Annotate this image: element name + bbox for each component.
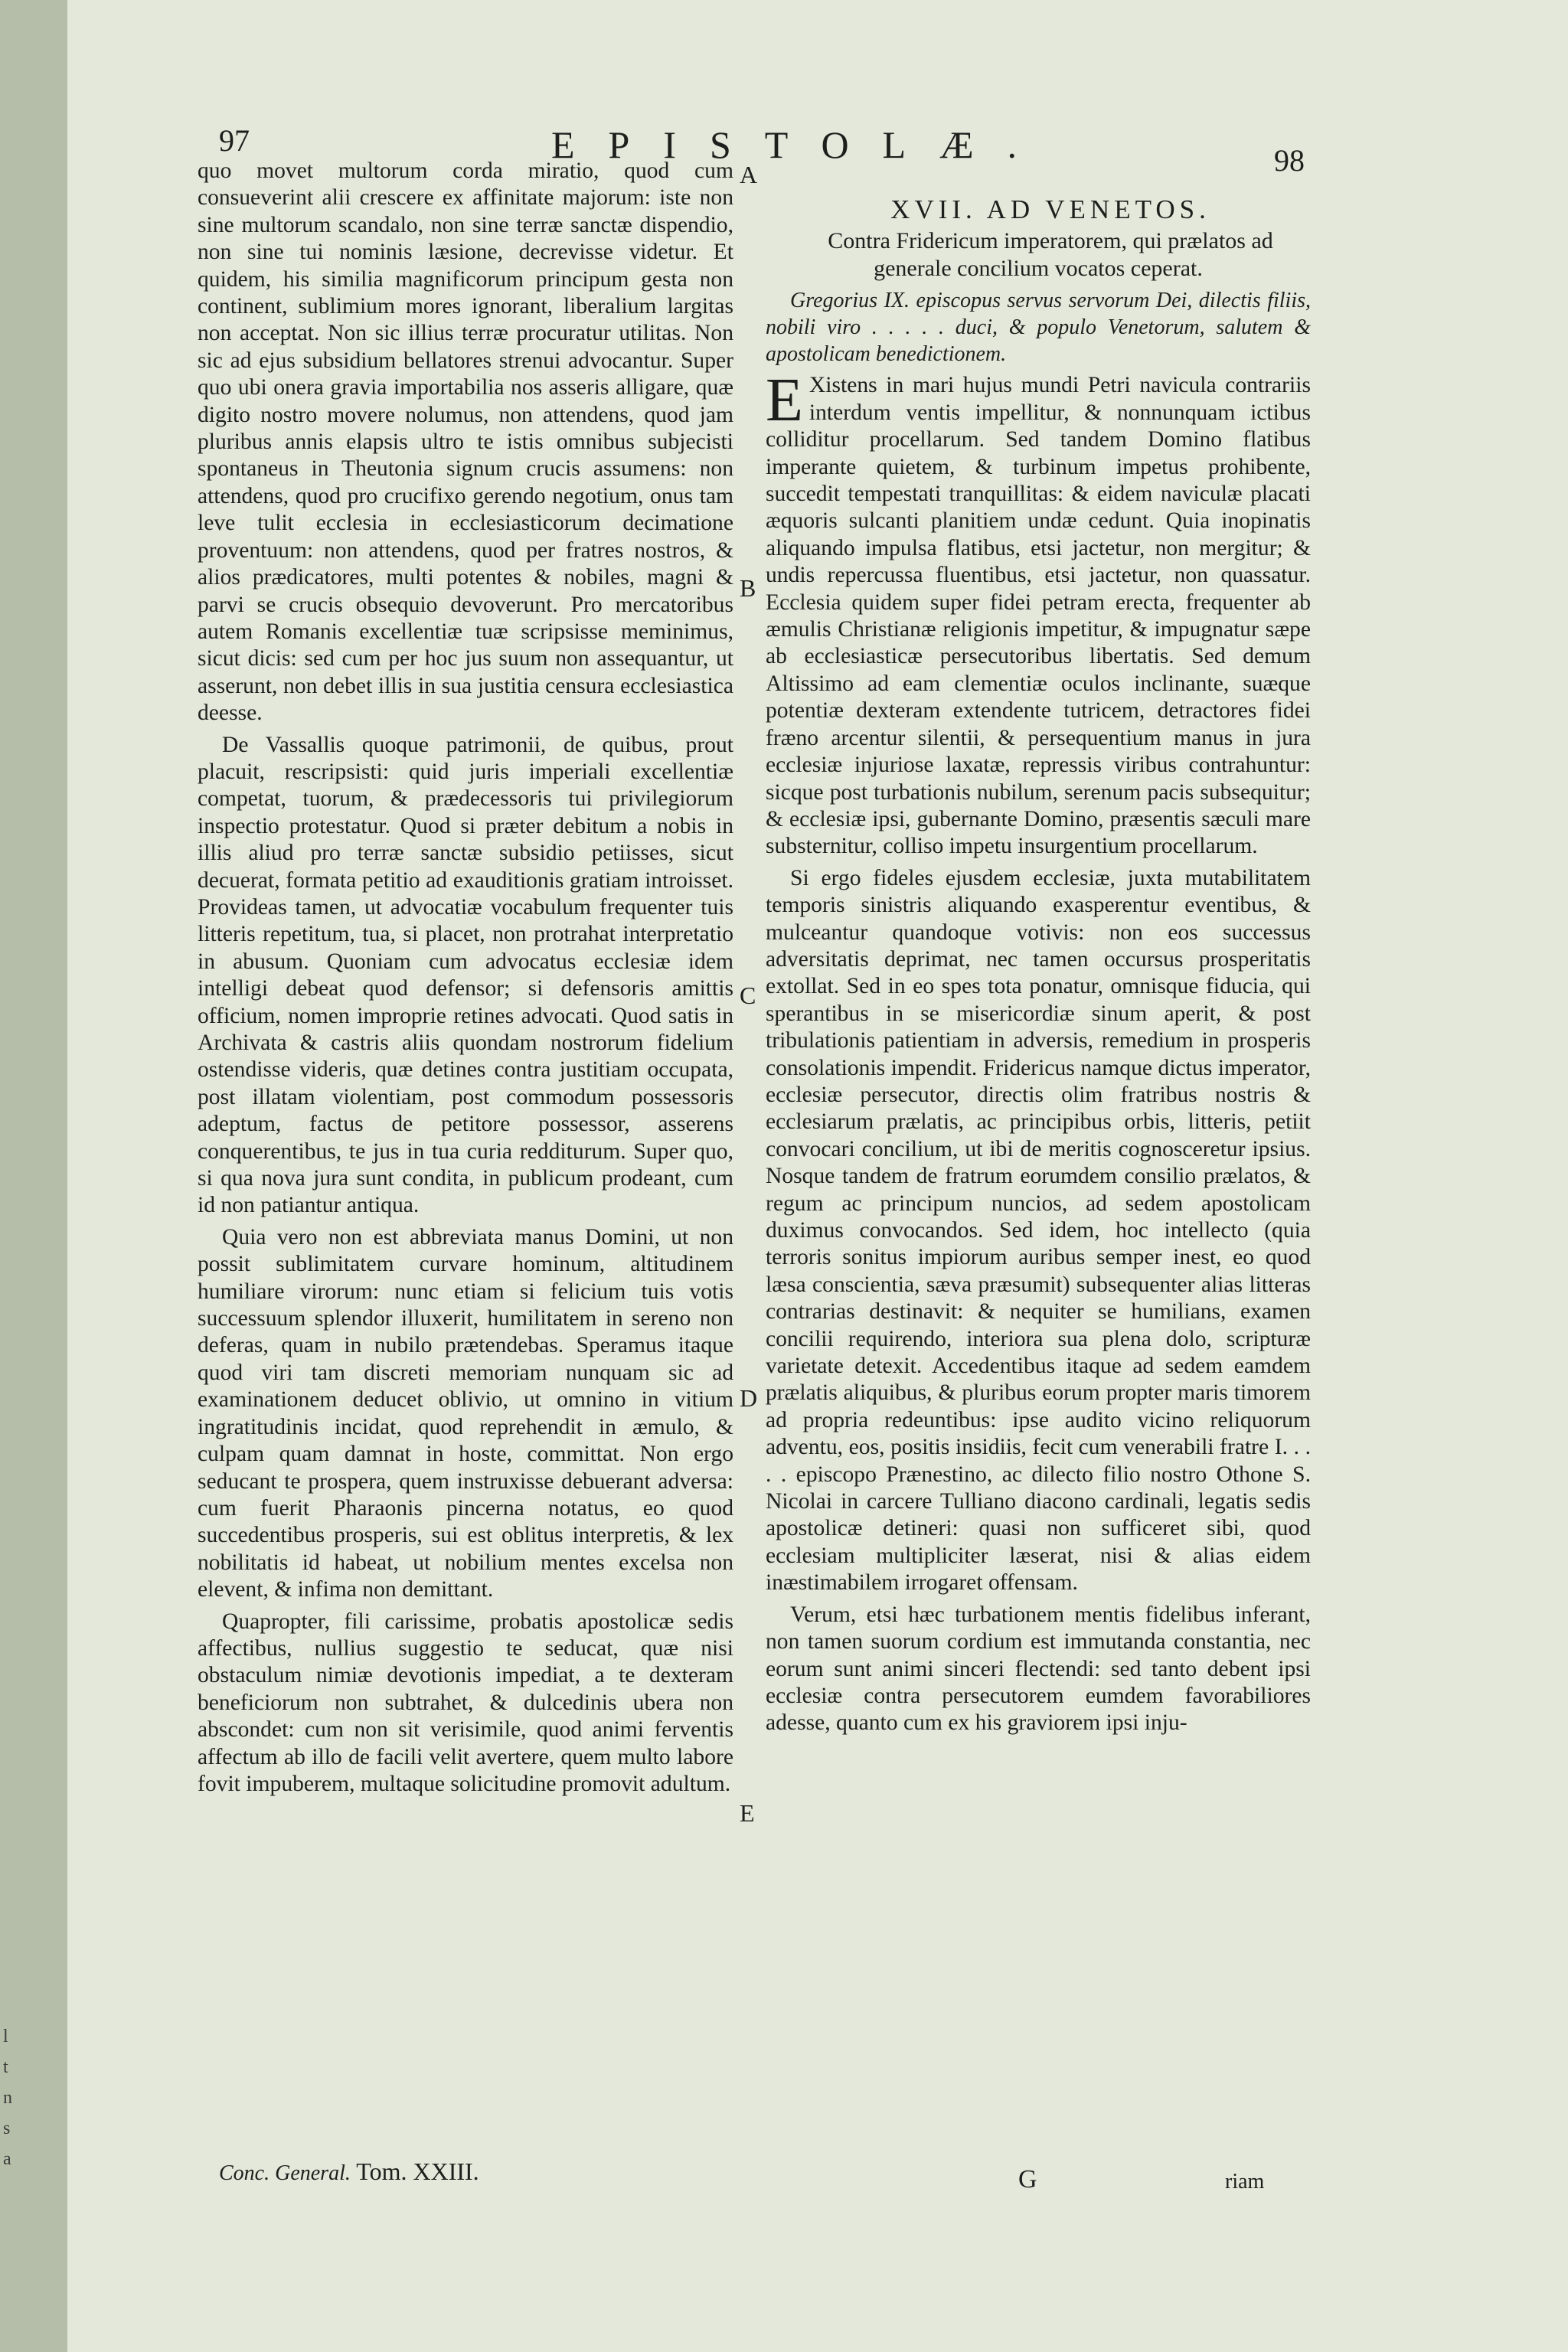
letter-title: XVII. AD VENETOS. xyxy=(890,194,1210,224)
letter-salutation: Gregorius IX. episcopus servus servorum Dei, dilectis filiis, nobili viro . . . . . duci, & populo Venetorum, salutem & apostolicam benedictionem. xyxy=(766,289,1311,367)
drop-cap: E xyxy=(766,367,803,435)
edge-glyph: s xyxy=(3,2118,11,2138)
catchword: riam xyxy=(1225,2170,1265,2194)
facing-page-edge-text xyxy=(3,2021,12,2174)
right-column xyxy=(766,196,1311,1742)
page-number-right: 98 xyxy=(1274,143,1305,178)
volume-footer xyxy=(219,2158,479,2186)
left-column xyxy=(198,158,733,1802)
paragraph-text: Xistens in mari hujus mundi Petri navicula contrariis interdum ventis impellitur, & nonnunquam ictibus colliditur procellarum. Sed tandem Domino flatibus imperante quietem, & turbinum impetus prohibente, succedit tempestati tranquillitas: & eidem naviculæ placati æquoris sulcanti planitiem undæ cedunt. Quia inopinatis aliquando impulsa flatibus, etsi jactetur, non mergitur; & undis repercussa fluentibus, etsi jactetur, non quassatur. Ecclesia quidem super fidei petram erecta, frequenter ab æmulis Christianæ religionis impetitur, & impugnatur sæpe ab ecclesiasticæ persecutoribus libertatis. Sed demum Altissimo ad eam clementiæ oculos inclinante, suæque potentiæ dexteram extendente tutricem, detractores fidei fræno arcentur silentii, & persequentium manus in jura ecclesiæ injuriose laxatæ, repressis viribus contrahuntur: sicque post turbationis nubilum, serenum pacis subsequitur; & ecclesiæ ipsi, gubernante Domino, præsentis sæculi mare substernitur, colliso impetu insurgentium procellarum. xyxy=(766,373,1311,859)
volume-number: Tom. XXIII. xyxy=(356,2158,479,2185)
letter-subject: Contra Fridericum imperatorem, qui prælatos ad generale concilium vocatos ceperat. xyxy=(828,228,1273,282)
page-number-left: 97 xyxy=(219,123,250,158)
paragraph xyxy=(766,367,1311,860)
margin-letter-d: D xyxy=(740,1384,758,1412)
volume-title: Conc. General. xyxy=(219,2161,351,2185)
margin-letter-c: C xyxy=(740,982,756,1009)
edge-glyph: l xyxy=(3,2027,8,2047)
signature-mark: G xyxy=(1018,2165,1037,2194)
paragraph: Quapropter, fili carissime, probatis apostolicæ sedis affectibus, nullius suggestio te seducat, quæ nisi obstaculum nimiæ devotionis impediat, a te dexteram beneficiorum non subtrahet, & dulcedinis ubera non abscondet: cum non sit verisimile, quod animi ferventis affectum ab illo de facili velit avertere, quem multo labore fovit impuberem, multaque solicitudine promovit adultum. xyxy=(198,1609,733,1796)
margin-letter-e: E xyxy=(740,1799,755,1827)
margin-letter-a: A xyxy=(740,161,758,188)
paragraph: Si ergo fideles ejusdem ecclesiæ, juxta mutabilitatem temporis sinistris aliquando exasperentur eventibus, & mulceantur quandoque votivis: non eos successus adversitatis deprimat, nec tamen occursus prosperitatis extollat. Sed in eo spes tota ponatur, omnisque fiducia, qui sperantibus in se misericordiæ sinum aperit, & post tribulationis patientiam in adversis, remedium in prosperis consolationis impendit. Fridericus namque dictus imperator, ecclesiæ persecutor, directis olim fratribus nostris & ecclesiarum prælatis, ac principibus orbis, litteris, petiit convocari concilium, ut ibi de meritis cognosceretur ipsius. Nosque tandem de fratrum eorumdem consilio prælatos, & regum ac principum nuncios, ad sedem apostolicam duximus convocandos. Sed idem, hoc intellecto (quia terroris sonitus impiorum auribus semper inest, eo quod læsa conscientia, sæva præsumit) subsequenter alias litteras contrarias destinavit: & nequiter se humilians, examen concilii requirendo, interiora sua plena dolo, scripturæ varietate detexit. Accedentibus itaque ad sedem eamdem prælatis aliquibus, & pluribus eorum propter maris timorem ad propria redeuntibus: ipse audito vicino reliquorum adventu, eos, positis insidiis, fecit cum venerabili fratre I. . . . . episcopo Prænestino, ac dilecto filio nostro Othone S. Nicolai in carcere Tulliano diacono cardinali, legatis sedis apostolicæ detineri: quasi non sufficeret sibi, quod ecclesiam multipliciter læserat, nisi & alias eidem inæstimabilem irrogaret offensam. xyxy=(766,865,1311,1596)
edge-glyph: t xyxy=(3,2057,8,2077)
paragraph: Verum, etsi hæc turbationem mentis fidelibus inferant, non tamen suorum cordium est immutanda constantia, nec eorum sunt animi sinceri flectendi: sed tanto debent ipsi ecclesiæ contra persecutorem eumdem favorabiliores adesse, quanto cum ex his graviorem ipsi inju- xyxy=(766,1602,1311,1736)
margin-letter-b: B xyxy=(740,574,756,602)
running-head: EPISTOLÆ. xyxy=(551,123,1051,166)
paragraph: De Vassallis quoque patrimonii, de quibus, prout placuit, rescripsisti: quid juris imperiali excellentiæ competat, tuorum, & prædecessoris tui privilegiorum inspectio protestatur. Quod si præter debitum a nobis in illis aliud pro terræ sanctæ subsidio petiisses, sicut decuerat, formata petitio ad exauditionis gratiam introisset. Provideas tamen, ut advocatiæ vocabulum frequenter tuis litteris repetitum, tua, si placet, non protrahat interpretatio in abusum. Quoniam cum advocatus ecclesiæ idem intelligi debeat quod defensor; si defensoris amittis officium, nomen improprie retines advocati. Quod satis in Archivata & castris aliis quondam nostrorum fidelium ostendisse videris, quæ detines contra justitiam occupata, post illatam violentiam, post commodum possessoris adeptum, factus de petitore possessor, asserens conquerentibus, te jus in tua curia redditurum. Super quo, si qua nova jura sunt condita, in publicum prodeant, cum id non patiantur antiqua. xyxy=(198,732,733,1218)
edge-glyph: n xyxy=(3,2088,12,2108)
paragraph: quo movet multorum corda miratio, quod cum consueverint alii crescere ex affinitate majorum: iste non sine multorum scandalo, non sine terræ sanctæ dispendio, non sine tui nominis læsione, decrevisse videtur. Et quidem, his similia magnificorum principum gesta non continent, sublimium mores ignorant, liberalium largitas non acceptat. Non sic illius terræ procuratur utilitas. Non sic ad ejus subsidium bellatores strenui advocantur. Super quo ubi onera gravia importabilia nos asseris alligare, quæ digito nostro movere nolumus, non attendens, quod jam pluribus annis elapsis ultro te istis omnibus subjecisti spontaneus in Theutonia signum crucis assumens: non attendens, quod pro crucifixo gerendo negotium, onus tam leve tulit ecclesia in ecclesiasticorum decimatione proventuum: non attendens, quod per fratres nostros, & alios prædicatores, multi potentes & nobiles, magni & parvi se crucis obsequio devoverunt. Pro mercatoribus autem Romanis excellentiæ tuæ scripsisse meminimus, sicut dicis: sed cum per hoc jus suum non assequantur, ut asserunt, non debet illis in sua justitia censura ecclesiastica deesse. xyxy=(198,158,733,726)
edge-glyph: a xyxy=(3,2149,11,2169)
binding-gutter xyxy=(0,0,67,2352)
paragraph: Quia vero non est abbreviata manus Domini, ut non possit sublimitatem curvare hominum, altitudinem humiliare virorum: nunc etiam si felicium tuis votis successuum splendor illuxerit, humilitatem in sereno non deferas, quam in nubilo prætendebas. Speramus itaque quod viri tam discreti memoriam nunquam sic ad examinationem deducet oblivio, ut omnino in vitium ingratitudinis incidat, quod reprehendit in æmulo, & culpam quam damnat in hoste, committat. Non ergo seducant te prospera, quem instruxisse debuerant adversa: cum fuerit Pharaonis pincerna notatus, eo quod succedentibus prosperis, sui est oblitus interpretis, & lex nobilitatis id habeat, ut nobilium mentes excelsa non elevent, & infima non demittant. xyxy=(198,1224,733,1602)
